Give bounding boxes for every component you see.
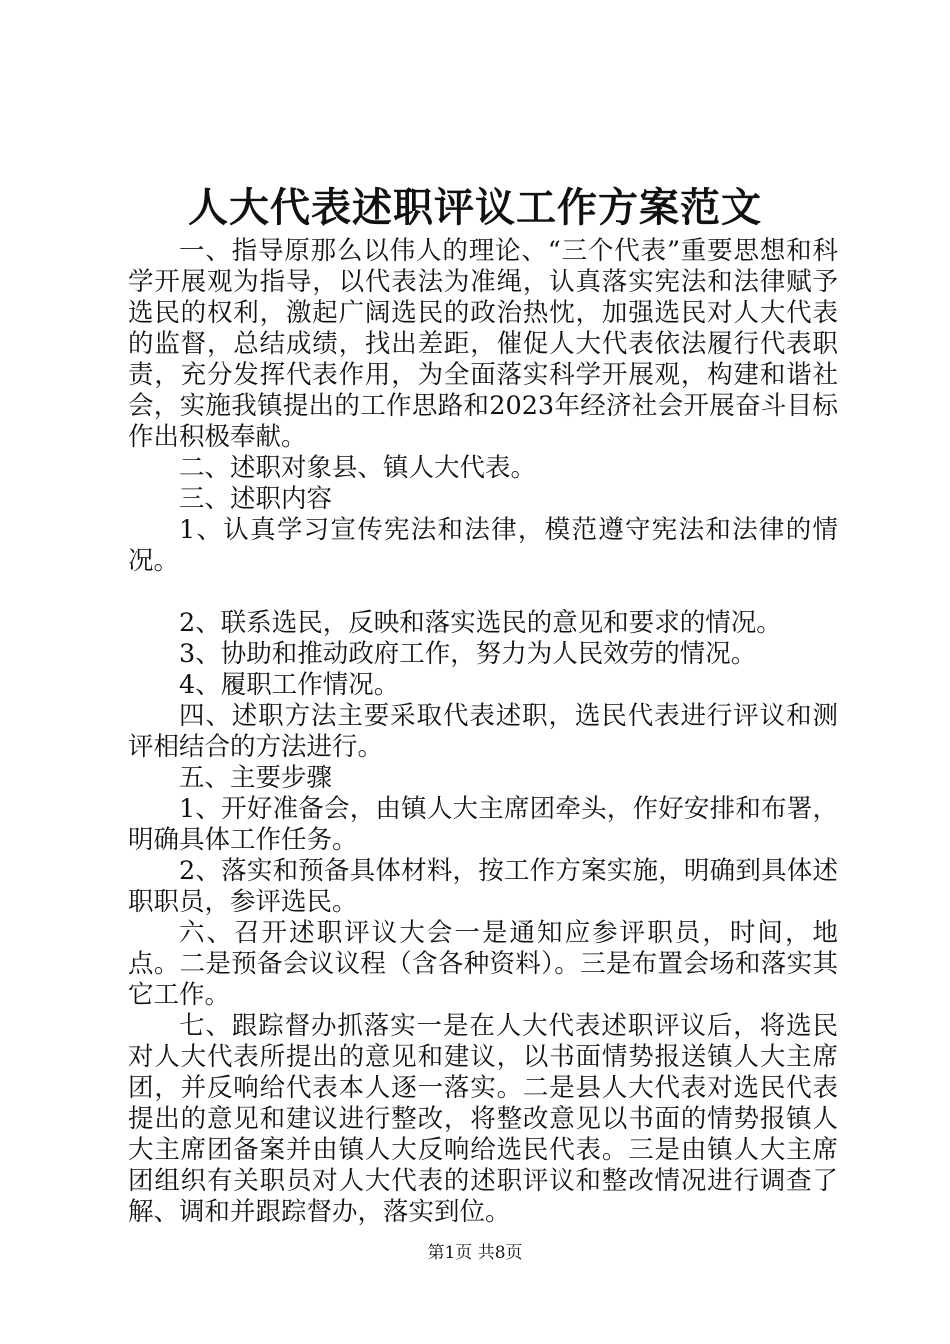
paragraph-reporting-targets: 二、述职对象县、镇人大代表。 [179,453,537,483]
paragraph-reporting-content-heading: 三、述职内容 [179,484,333,514]
paragraph-step-1: 1、开好准备会，由镇人大主席团牵头，作好安排和布署，明确具体工作任务。 [128,794,838,855]
paragraph-content-item-4: 4、履职工作情况。 [179,670,400,700]
paragraph-step-2: 2、落实和预备具体材料，按工作方案实施，明确到具体述职职员，参评选民。 [128,856,838,917]
paragraph-main-steps-heading: 五、主要步骤 [179,763,333,793]
page-footer: 第1页 共8页 [427,1243,523,1263]
document-body [128,236,838,1228]
paragraph-guiding-principle: 一、指导原那么以伟人的理论、“三个代表”重要思想和科学开展观为指导，以代表法为准绳，认真落实宪法和法律赋予选民的权利，激起广阔选民的政治热忱，加强选民对人大代表的监督，总结成绩，找出差距，催促人大代表依法履行代表职责，充分发挥代表作用，为全面落实科学开展观，构建和谐社会，实施我镇提出的工作思路和2023年经济社会开展奋斗目标作出积极奉献。 [128,236,838,452]
paragraph-reporting-method: 四、述职方法主要采取代表述职，选民代表进行评议和测评相结合的方法进行。 [128,701,838,762]
paragraph-content-item-2: 2、联系选民，反映和落实选民的意见和要求的情况。 [179,608,782,638]
paragraph-follow-up: 七、跟踪督办抓落实一是在人大代表述职评议后，将选民对人大代表所提出的意见和建议，以书面情势报送镇人大主席团，并反响给代表本人逐一落实。二是县人大代表对选民代表提出的意见和建议进行整改，将整改意见以书面的情势报镇人大主席团备案并由镇人大反响给选民代表。三是由镇人大主席团组织有关职员对人大代表的述职评议和整改情况进行调查了解、调和并跟踪督办，落实到位。 [128,1011,838,1227]
paragraph-content-item-1: 1、认真学习宣传宪法和法律，模范遵守宪法和法律的情况。 [128,515,838,576]
paragraph-convene-meeting: 六、召开述职评议大会一是通知应参评职员，时间，地点。二是预备会议议程（含各种资料）。三是布置会场和落实其它工作。 [128,918,838,1010]
page-title: 人大代表述职评议工作方案范文 [188,184,762,231]
paragraph-content-item-3: 3、协助和推动政府工作，努力为人民效劳的情况。 [179,639,757,669]
